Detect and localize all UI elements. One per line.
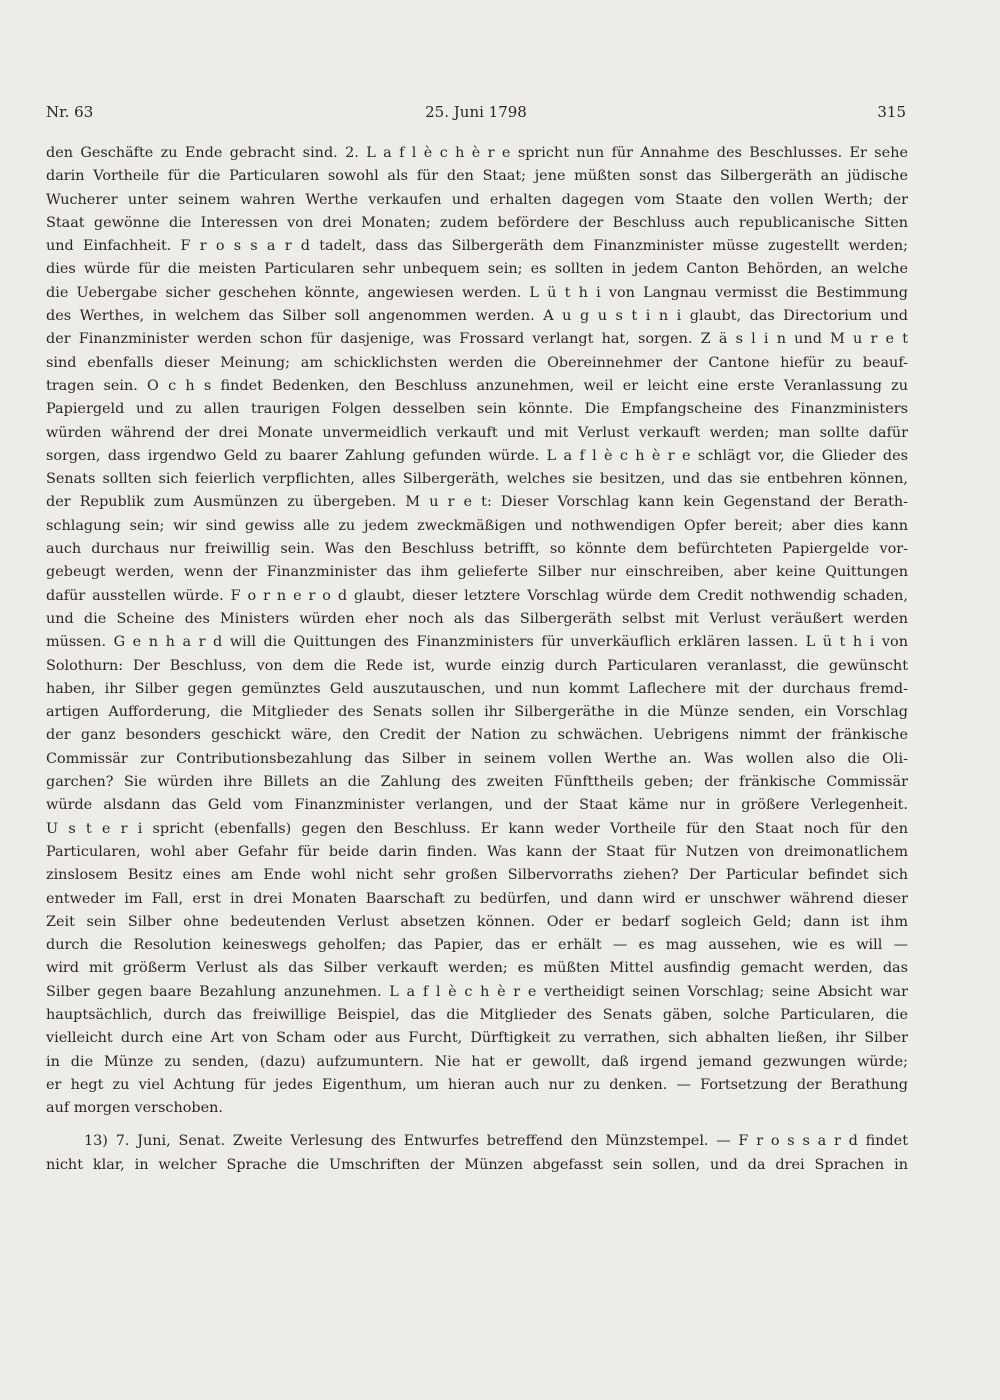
text-line: haben, ihr Silber gegen gemünztes Geld auszutauschen, und nun kommt Laflechere mit der durchaus fremd-: [46, 680, 908, 697]
text-line: U s t e r i spricht (ebenfalls) gegen den Beschluss. Er kann weder Vortheile für den Staat noch für den: [46, 820, 908, 837]
text-line: zinslosem Besitz eines am Ende wohl nicht sehr großen Silbervorraths ziehen? Der Particular befindet sich: [46, 867, 908, 884]
text-line: sind ebenfalls dieser Meinung; am schicklichsten werden die Obereinnehmer der Cantone hiefür zu beauf-: [46, 354, 908, 371]
text-line: entweder im Fall, erst in drei Monaten Baarschaft zu bedürfen, und dann wird er unschwer während dieser: [46, 890, 908, 907]
text-line: er hegt zu viel Achtung für jedes Eigenthum, um hieran auch nur zu denken. — Fortsetzung der Berathung: [46, 1076, 908, 1093]
text-line: und die Scheine des Ministers würden eher noch als das Silbergeräth selbst mit Verlust veräußert werden: [46, 610, 908, 627]
header-date: 25. Juni 1798: [425, 103, 527, 121]
text-line: gebeugt werden, wenn der Finanzminister das ihm gelieferte Silber nur einschreiben, aber keine Quittungen: [46, 564, 908, 581]
text-line: wird mit größerm Verlust als das Silber verkauft werden; es müßten Mittel ausfindig gemacht werden, das: [46, 960, 908, 977]
text-line: vielleicht durch eine Art von Scham oder aus Furcht, Dürftigkeit zu verrathen, sich abhalten ließen, ihr Silber: [46, 1030, 908, 1047]
text-line: dafür ausstellen würde. F o r n e r o d glaubt, dieser letztere Vorschlag würde dem Credit nothwendig schaden,: [46, 587, 908, 604]
text-line: dies würde für die meisten Particularen sehr unbequem sein; es sollten in jedem Canton Behörden, an welche: [46, 261, 908, 278]
paragraph-section-13: [46, 1130, 908, 1177]
text-line: artigen Aufforderung, die Mitglieder des Senats sollen ihr Silbergeräthe in die Münze senden, ein Vorschlag: [46, 704, 908, 721]
text-line: auch durchaus nur freiwillig sein. Was den Beschluss betrifft, so könnte dem befürchteten Papiergelde vor-: [46, 541, 908, 558]
paragraph-gap: [46, 1120, 908, 1130]
text-line: in die Münze zu senden, (dazu) aufzumuntern. Nie hat er gewollt, daß irgend jemand gezwungen würde;: [46, 1053, 908, 1070]
text-line: sorgen, dass irgendwo Geld zu baarer Zahlung gefunden würde. L a f l è c h è r e schlägt vor, die Glieder des: [46, 447, 908, 464]
text-line: Wucherer unter seinem wahren Werthe verkaufen und erhalten dagegen vom Staate den vollen Werth; der: [46, 191, 908, 208]
text-line: Zeit sein Silber ohne bedeutenden Verlust absetzen können. Oder er bedarf sogleich Geld; dann ist ihm: [46, 913, 908, 930]
text-line: der Republik zum Ausmünzen zu übergeben. M u r e t: Dieser Vorschlag kann kein Gegenstand der Berath-: [46, 494, 908, 511]
text-line: Papiergeld und zu allen traurigen Folgen desselben sein könnte. Die Empfangscheine des Finanzministers: [46, 401, 908, 418]
document-number: Nr. 63: [46, 103, 94, 121]
text-line: Commissär zur Contributionsbezahlung das Silber in seinem vollen Werthe an. Was wollen also die Oli-: [46, 750, 908, 767]
text-line: durch die Resolution keineswegs geholfen; das Papier, das er erhält — es mag aussehen, wie es will —: [46, 937, 908, 954]
text-line: hauptsächlich, durch das freiwillige Beispiel, das die Mitglieder des Senats gäben, solche Particularen, die: [46, 1006, 908, 1023]
text-line: würden während der drei Monate unvermeidlich verkauft und mit Verlust verkauft werden; man sollte dafür: [46, 424, 908, 441]
text-line: Senats sollten sich feierlich verpflichten, alles Silbergeräth, welches sie besitzen, und das sie entbehren können,: [46, 471, 908, 488]
text-line: tragen sein. O c h s findet Bedenken, den Beschluss anzunehmen, weil er leicht eine erste Veranlassung zu: [46, 377, 908, 394]
text-line: der ganz besonders geschickt wäre, den Credit der Nation zu schwächen. Uebrigens nimmt der fränkische: [46, 727, 908, 744]
text-line: würde alsdann das Geld vom Finanzminister verlangen, und der Staat käme nur in größere Verlegenheit.: [46, 797, 908, 814]
text-line: garchen? Sie würden ihre Billets an die Zahlung des zweiten Fünfttheils geben; der fränkische Commissär: [46, 774, 908, 791]
text-line: Staat gewönne die Interessen von drei Monaten; zudem befördere der Beschluss auch republicanische Sitten: [46, 214, 908, 231]
text-line: darin Vortheile für die Particularen sowohl als für den Staat; jene müßten sonst das Silbergeräth an jüdische: [46, 168, 908, 185]
text-line: schlagung sein; wir sind gewiss alle zu jedem zweckmäßigen und nothwendigen Opfer bereit; aber dies kann: [46, 517, 908, 534]
text-line: die Uebergabe sicher geschehen könnte, angewiesen werden. L ü t h i von Langnau vermisst die Bestimmung: [46, 284, 908, 301]
text-line: nicht klar, in welcher Sprache die Umschriften der Münzen abgefasst sein sollen, und da drei Sprachen in: [46, 1156, 908, 1173]
text-line: Solothurn: Der Beschluss, von dem die Rede ist, wurde einzig durch Particularen veranlasst, die gewünscht: [46, 657, 908, 674]
text-line: Silber gegen baare Bezahlung anzunehmen. L a f l è c h è r e vertheidigt seinen Vorschlag; seine Absicht war: [46, 983, 908, 1000]
text-line: den Geschäfte zu Ende gebracht sind. 2. L a f l è c h è r e spricht nun für Annahme des Beschlusses. Er sehe: [46, 145, 908, 161]
text-line: müssen. G e n h a r d will die Quittungen des Finanzministers für unverkäuflich erklären lassen. L ü t h i von: [46, 634, 908, 651]
text-line: des Werthes, in welchem das Silber soll angenommen werden. A u g u s t i n i glaubt, das Directorium und: [46, 308, 908, 325]
page-number: 315: [877, 103, 906, 121]
text-line: 13) 7. Juni, Senat. Zweite Verlesung des Entwurfes betreffend den Münzstempel. — F r o s s a r d findet: [84, 1133, 908, 1150]
document-body: [46, 142, 908, 1177]
page-header: [46, 103, 906, 127]
text-line: Particularen, wohl aber Gefahr für beide darin finden. Was kann der Staat für Nutzen von dreimonatlichem: [46, 843, 908, 860]
text-line: auf morgen verschoben.: [46, 1100, 223, 1117]
paragraph: [46, 142, 908, 1120]
text-line: und Einfachheit. F r o s s a r d tadelt, dass das Silbergeräth dem Finanzminister müsse zugestellt werden;: [46, 238, 908, 255]
text-line: der Finanzminister werden schon für dasjenige, was Frossard verlangt hat, sorgen. Z ä s l i n und M u r e t: [46, 331, 908, 348]
